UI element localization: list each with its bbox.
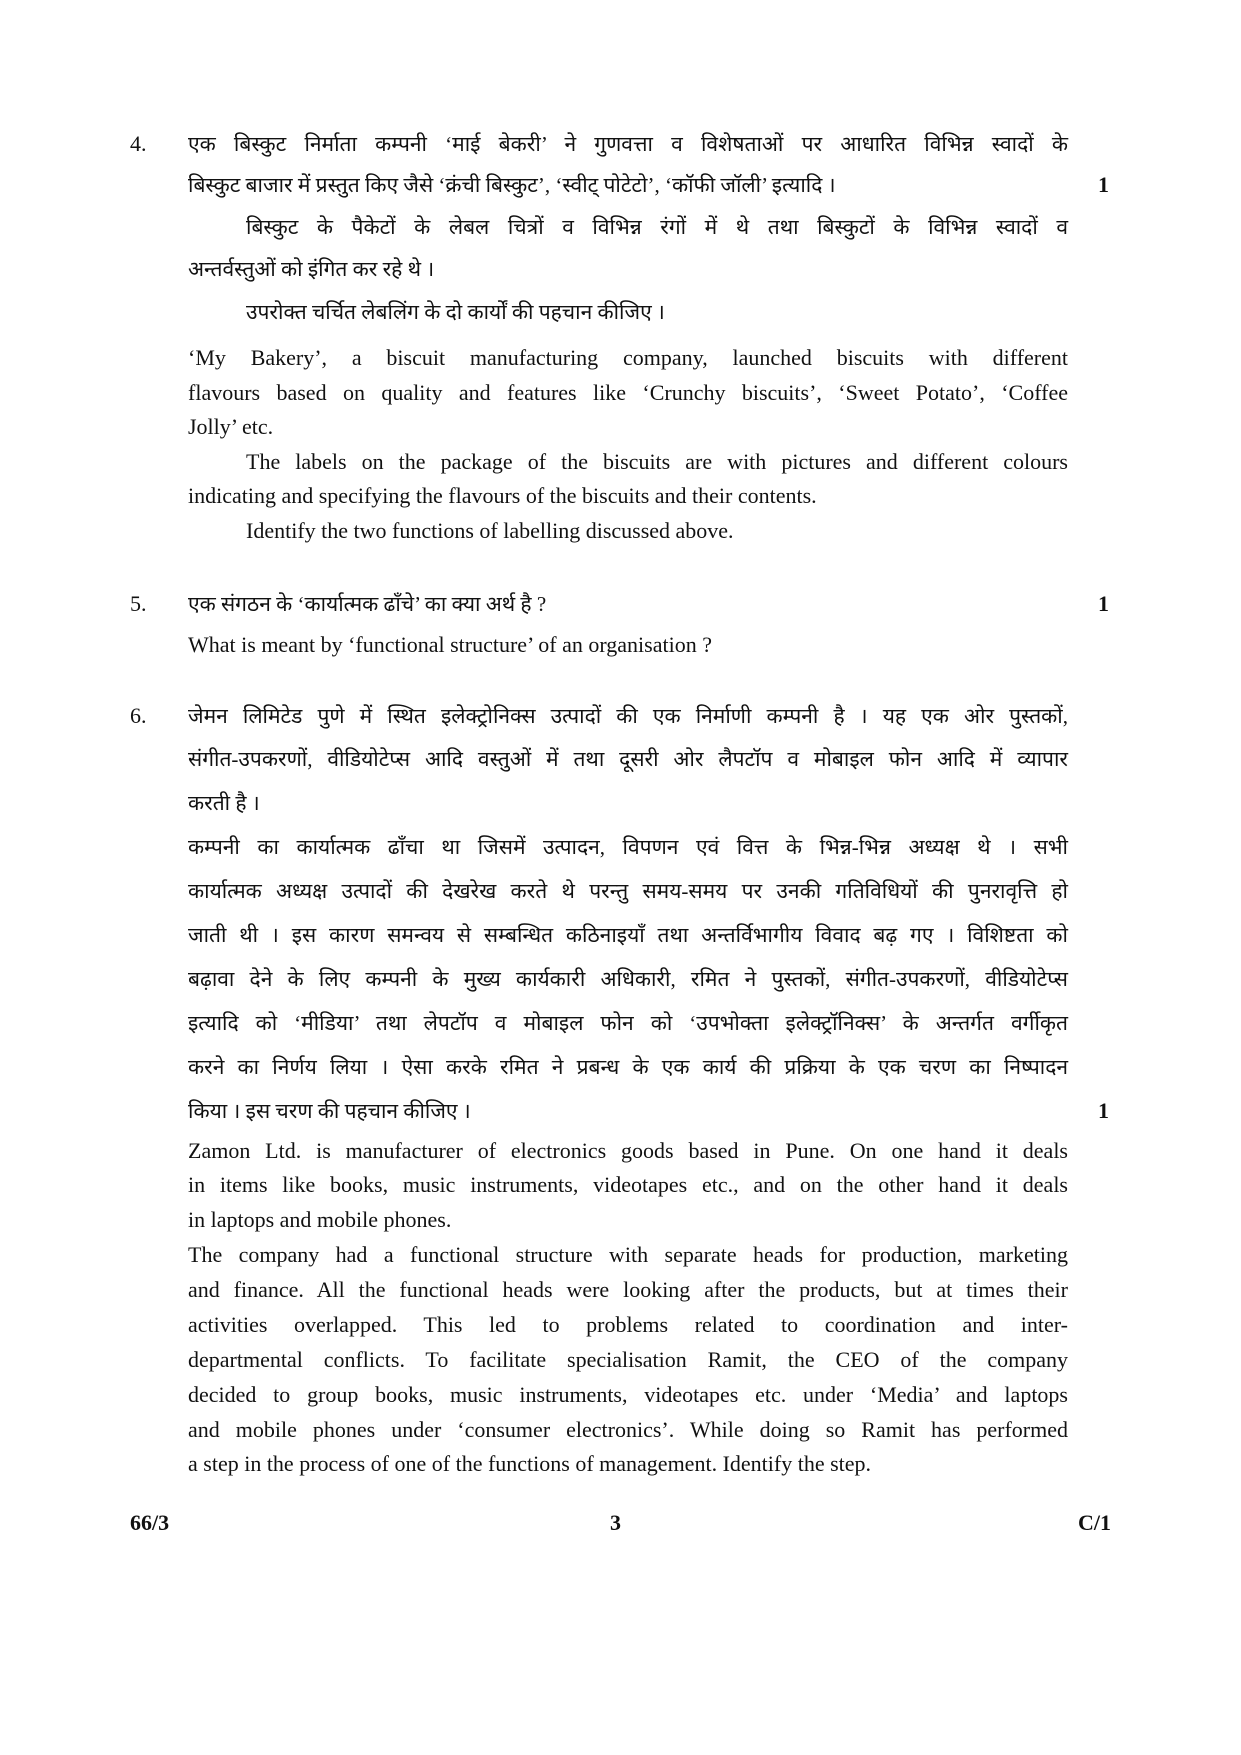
question-line: and finance. All the functional heads were looking after the products, but at times their — [188, 1277, 1068, 1302]
marks: 1 — [1098, 591, 1109, 616]
question-line: ‘My Bakery’, a biscuit manufacturing company, launched biscuits with different — [188, 345, 1068, 370]
question-line: The company had a functional structure with separate heads for production, marketing — [188, 1242, 1068, 1267]
question-line: Identify the two functions of labelling discussed above. — [246, 518, 734, 543]
question-line: Zamon Ltd. is manufacturer of electronics goods based in Pune. On one hand it deals — [188, 1138, 1068, 1163]
question-line: एक संगठन के ‘कार्यात्मक ढाँचे’ का क्या अर्थ है ? — [188, 592, 547, 616]
question-line: इत्यादि को ‘मीडिया’ तथा लेपटॉप व मोबाइल फोन को ‘उपभोक्ता इलेक्ट्रॉनिक्स’ के अन्तर्गत वर्गीकृत — [188, 1011, 1068, 1035]
question-line: flavours based on quality and features like ‘Crunchy biscuits’, ‘Sweet Potato’, ‘Coffee — [188, 380, 1068, 405]
question-number: 5. — [130, 591, 147, 616]
question-line: करती है । — [188, 791, 260, 815]
marks: 1 — [1098, 172, 1109, 197]
question-line: कम्पनी का कार्यात्मक ढाँचा था जिसमें उत्पादन, विपणन एवं वित्त के भिन्न-भिन्न अध्यक्ष थे । सभी — [188, 835, 1068, 859]
question-line: बिस्कुट के पैकेटों के लेबल चित्रों व विभिन्न रंगों में थे तथा बिस्कुटों के विभिन्न स्वादों व — [246, 215, 1068, 239]
page-number: 3 — [610, 1510, 621, 1535]
question-line: संगीत-उपकरणों, वीडियोटेप्स आदि वस्तुओं में तथा दूसरी ओर लैपटॉप व मोबाइल फोन आदि में व्यापार — [188, 747, 1068, 771]
question-line: जेमन लिमिटेड पुणे में स्थित इलेक्ट्रोनिक्स उत्पादों की एक निर्माणी कम्पनी है । यह एक ओर पुस्तकों, — [188, 704, 1068, 728]
question-line: The labels on the package of the biscuits are with pictures and different colours — [246, 449, 1068, 474]
set-code: C/1 — [1078, 1510, 1111, 1535]
question-line: What is meant by ‘functional structure’ of an organisation ? — [188, 632, 712, 657]
question-line: decided to group books, music instruments, videotapes etc. under ‘Media’ and laptops — [188, 1382, 1068, 1407]
question-line: अन्तर्वस्तुओं को इंगित कर रहे थे । — [188, 257, 435, 281]
question-line: एक बिस्कुट निर्माता कम्पनी ‘माई बेकरी’ ने गुणवत्ता व विशेषताओं पर आधारित विभिन्न स्वादों के — [188, 132, 1068, 156]
question-line: बढ़ावा देने के लिए कम्पनी के मुख्य कार्यकारी अधिकारी, रमित ने पुस्तकों, संगीत-उपकरणों, वीडियोटेप्स — [188, 967, 1068, 991]
question-line: Jolly’ etc. — [188, 414, 274, 439]
question-line: departmental conflicts. To facilitate specialisation Ramit, the CEO of the company — [188, 1347, 1068, 1372]
question-line: करने का निर्णय लिया । ऐसा करके रमित ने प्रबन्ध के एक कार्य की प्रक्रिया के एक चरण का निष्पादन — [188, 1055, 1068, 1079]
question-line: उपरोक्त चर्चित लेबलिंग के दो कार्यों की पहचान कीजिए । — [246, 300, 665, 324]
question-line: कार्यात्मक अध्यक्ष उत्पादों की देखरेख करते थे परन्तु समय-समय पर उनकी गतिविधियों की पुनरावृत्ति हो — [188, 879, 1068, 903]
question-line: and mobile phones under ‘consumer electronics’. While doing so Ramit has performed — [188, 1417, 1068, 1442]
question-line: in laptops and mobile phones. — [188, 1207, 452, 1232]
question-number: 4. — [130, 131, 147, 156]
question-line: indicating and specifying the flavours of the biscuits and their contents. — [188, 483, 817, 508]
paper-code: 66/3 — [130, 1510, 170, 1535]
question-line: activities overlapped. This led to problems related to coordination and inter- — [188, 1312, 1068, 1337]
marks: 1 — [1098, 1098, 1109, 1123]
question-line: in items like books, music instruments, videotapes etc., and on the other hand it deals — [188, 1172, 1068, 1197]
question-line: जाती थी । इस कारण समन्वय से सम्बन्धित कठिनाइयाँ तथा अन्तर्विभागीय विवाद बढ़ गए । विशिष्टता को — [188, 923, 1068, 947]
question-line: किया । इस चरण की पहचान कीजिए । — [188, 1099, 471, 1123]
question-line: a step in the process of one of the functions of management. Identify the step. — [188, 1451, 872, 1476]
question-line: बिस्कुट बाजार में प्रस्तुत किए जैसे ‘क्रंची बिस्कुट’, ‘स्वीट् पोटेटो’, ‘कॉफी जॉली’ इत्यादि । — [188, 173, 836, 197]
question-number: 6. — [130, 703, 147, 728]
